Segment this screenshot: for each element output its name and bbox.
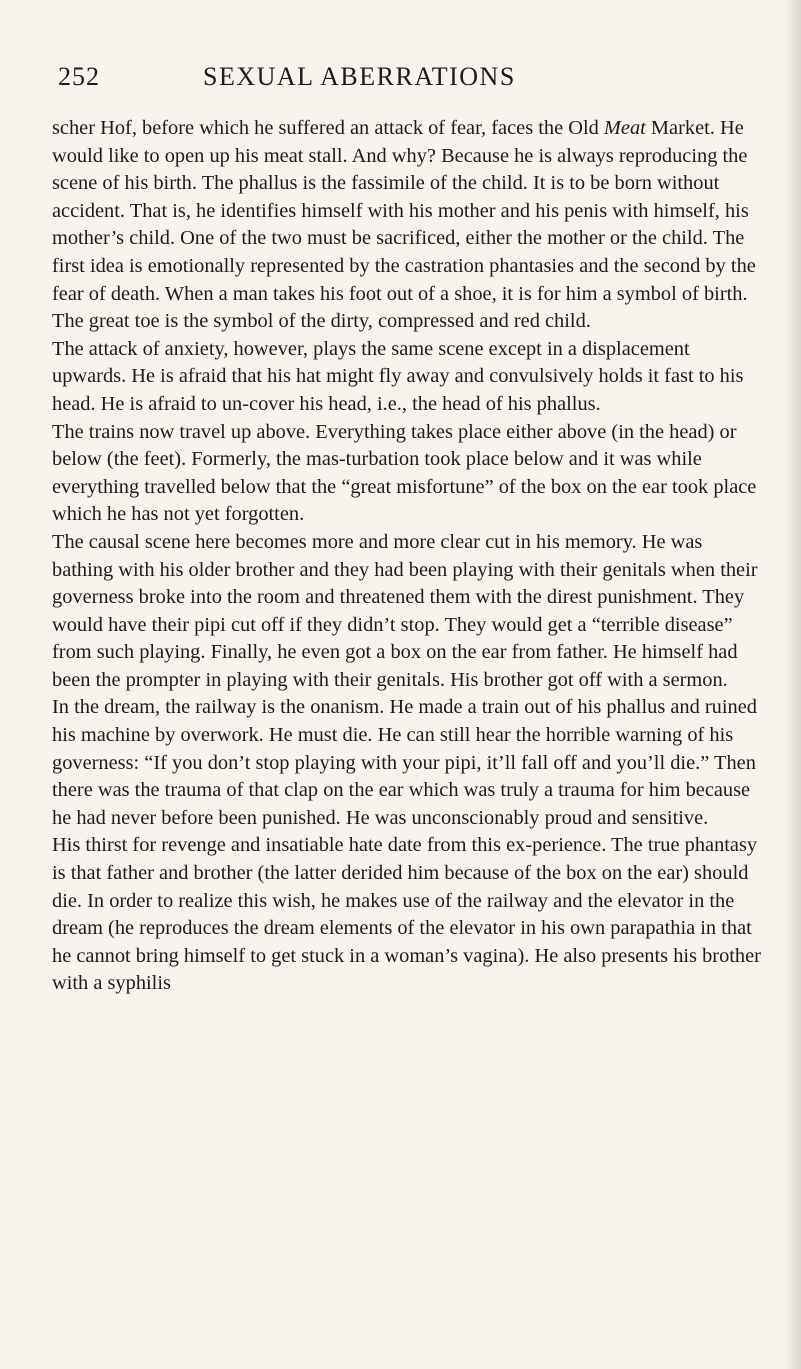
page-edge-shadow <box>785 0 801 1369</box>
running-title: SEXUAL ABERRATIONS <box>203 62 516 91</box>
page-header <box>58 62 758 96</box>
paragraph-1-text-end: Market. He would like to open up his meat stall. And why? Because he is always reproducing the scene of his birth. The phallus is the fassimile of the child. It is to be born without accident. That is, he identifies himself with his mother and his penis with himself, his mother’s child. One of the two must be sacrificed, either the mother or the child. The first idea is emotionally represented by the castration phantasies and the second by the fear of death. When a man takes his foot out of a shoe, it is for him a symbol of birth. The great toe is the symbol of the dirty, compressed and red child. <box>52 117 756 333</box>
paragraph-5: In the dream, the railway is the onanism. He made a train out of his phallus and ruined his machine by overwork. He must die. He can still hear the horrible warning of his governess: “If you don’t stop playing with your pipi, it’ll fall off and you’ll die.” Then there was the trauma of that clap on the ear which was truly a trauma for him because he had never before been punished. He was unconscionably proud and sensitive. <box>52 696 757 829</box>
paragraph-2: The attack of anxiety, however, plays the same scene except in a displacement upwards. He is afraid that his hat might fly away and convulsively holds it fast to his head. He is afraid to un-cover his head, i.e., the head of his phallus. <box>52 337 744 415</box>
paragraph-1 <box>52 115 764 336</box>
paragraph-4: The causal scene here becomes more and more clear cut in his memory. He was bathing with his older brother and they had been playing with their genitals when their governess broke into the room and threatened them with the direst punishment. They would have their pipi cut off if they didn’t stop. They would get a “terrible disease” from such playing. Finally, he even got a box on the ear from father. He himself had been the prompter in playing with their genitals. His brother got off with a sermon. <box>52 530 758 691</box>
paragraph-1-text-start: scher Hof, before which he suffered an attack of fear, faces the Old <box>52 117 604 139</box>
italic-word-meat: Meat <box>603 117 646 139</box>
paragraph-3: The trains now travel up above. Everything takes place either above (in the head) or below (the feet). Formerly, the mas-turbation took place below and it was while everything travelled below that the “great misfortune” of the box on the ear took place which he has not yet forgotten. <box>52 420 757 526</box>
paragraph-6: His thirst for revenge and insatiable hate date from this ex-perience. The true phantasy is that father and brother (the latter derided him because of the box on the ear) should die. In order to realize this wish, he makes use of the railway and the elevator in the dream (he reproduces the dream elements of the elevator in his own parapathia in that he cannot bring himself to get stuck in a woman’s vagina). He also presents his brother with a syphilis <box>52 834 761 995</box>
body-text <box>52 115 764 998</box>
page-number: 252 <box>58 62 100 91</box>
